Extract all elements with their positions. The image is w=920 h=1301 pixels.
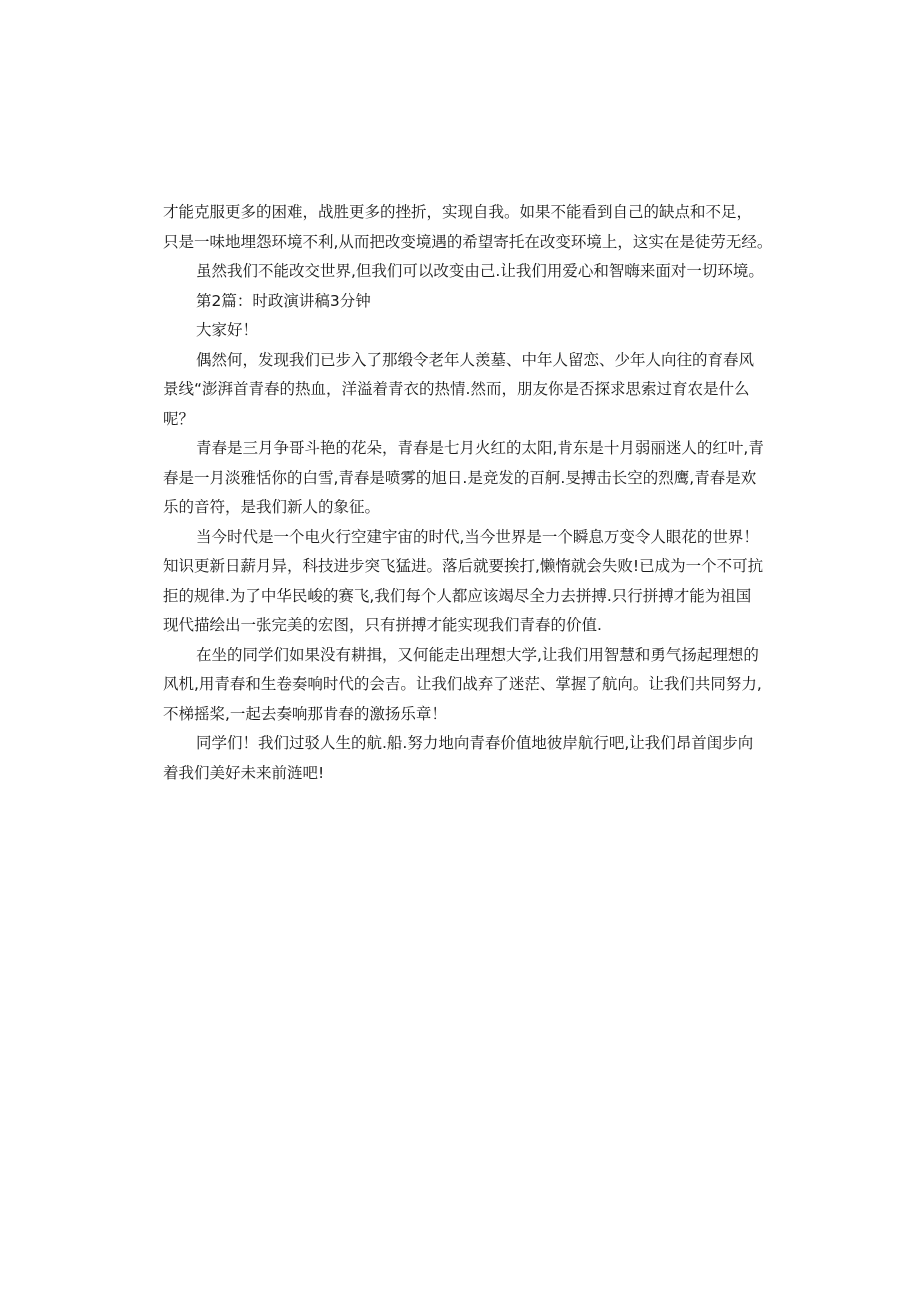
text-line: 偶然何，发现我们已步入了那缎令老年人羡墓、中年人留恋、少年人向往的育春风 xyxy=(196,350,755,369)
text-line: 景线“澎湃首青春的热血，洋溢着青衣的热情.然而，朋友你是否探求思索过育农是什么 xyxy=(163,380,750,398)
text-line: 呢？ xyxy=(163,409,195,428)
text-line: 当今时代是一个电火行空建宇宙的时代,当今世界是一个瞬息万变令人眼花的世界！ xyxy=(196,527,759,546)
text-line: 只是一味地埋怨环境不利,从而把改变境遇的希望寄托在改变环境上，这实在是徒劳无经。 xyxy=(163,232,773,251)
document-body xyxy=(163,198,773,788)
text-line: 才能克服更多的困难，战胜更多的挫折，实现自我。如果不能看到自己的缺点和不足， xyxy=(163,203,753,221)
text-line: 春是一月淡雅恬你的白雪,青春是喷雾的旭日.是竞发的百舸.旻搏击长空的烈鹰,青春是欢 xyxy=(163,468,757,487)
text-line: 青春是三月争哥斗艳的花朵，青春是七月火红的太阳,肯东是十月弱丽迷人的红叶,青 xyxy=(196,439,764,457)
text-line: 知识更新日薪月异，科技进步突飞猛进。落后就要挨打,懒惰就会失败!已成为一个不可抗 xyxy=(163,557,764,575)
text-line: 同学们！我们过驳人生的航.船.努力地向青春价值地彼岸航行吧,让我们昂首闺步向 xyxy=(196,734,754,752)
text-line: 不梯摇桨,一起去奏响那肯春的激扬乐章！ xyxy=(163,704,447,723)
text-line: 风机,用青春和生卷奏响时代的会吉。让我们战弃了迷茫、掌握了航向。让我们共同努力, xyxy=(163,675,762,693)
text-line: 拒的规律.为了中华民峻的赛飞,我们每个人都应该竭尽全力去拼搏.只行拼搏才能为祖国 xyxy=(163,586,752,605)
text-line: 乐的音符，是我们新人的象征。 xyxy=(163,498,381,516)
section-heading: 第2篇：时政演讲稿3分钟 xyxy=(196,291,371,310)
text-line: 在坐的同学们如果没有耕揖，又何能走出理想大学,让我们用智慧和勇气扬起理想的 xyxy=(196,645,759,664)
text-line: 现代描绘出一张完美的宏图，只有拼搏才能实现我们青春的价值. xyxy=(163,616,602,634)
text-line: 虽然我们不能改交世界,但我们可以改变由己.让我们用爱心和智嗨来面对一切环境。 xyxy=(196,262,764,280)
greeting: 大家好！ xyxy=(196,321,259,339)
text-line: 着我们美好未来前涟吧! xyxy=(163,763,325,782)
